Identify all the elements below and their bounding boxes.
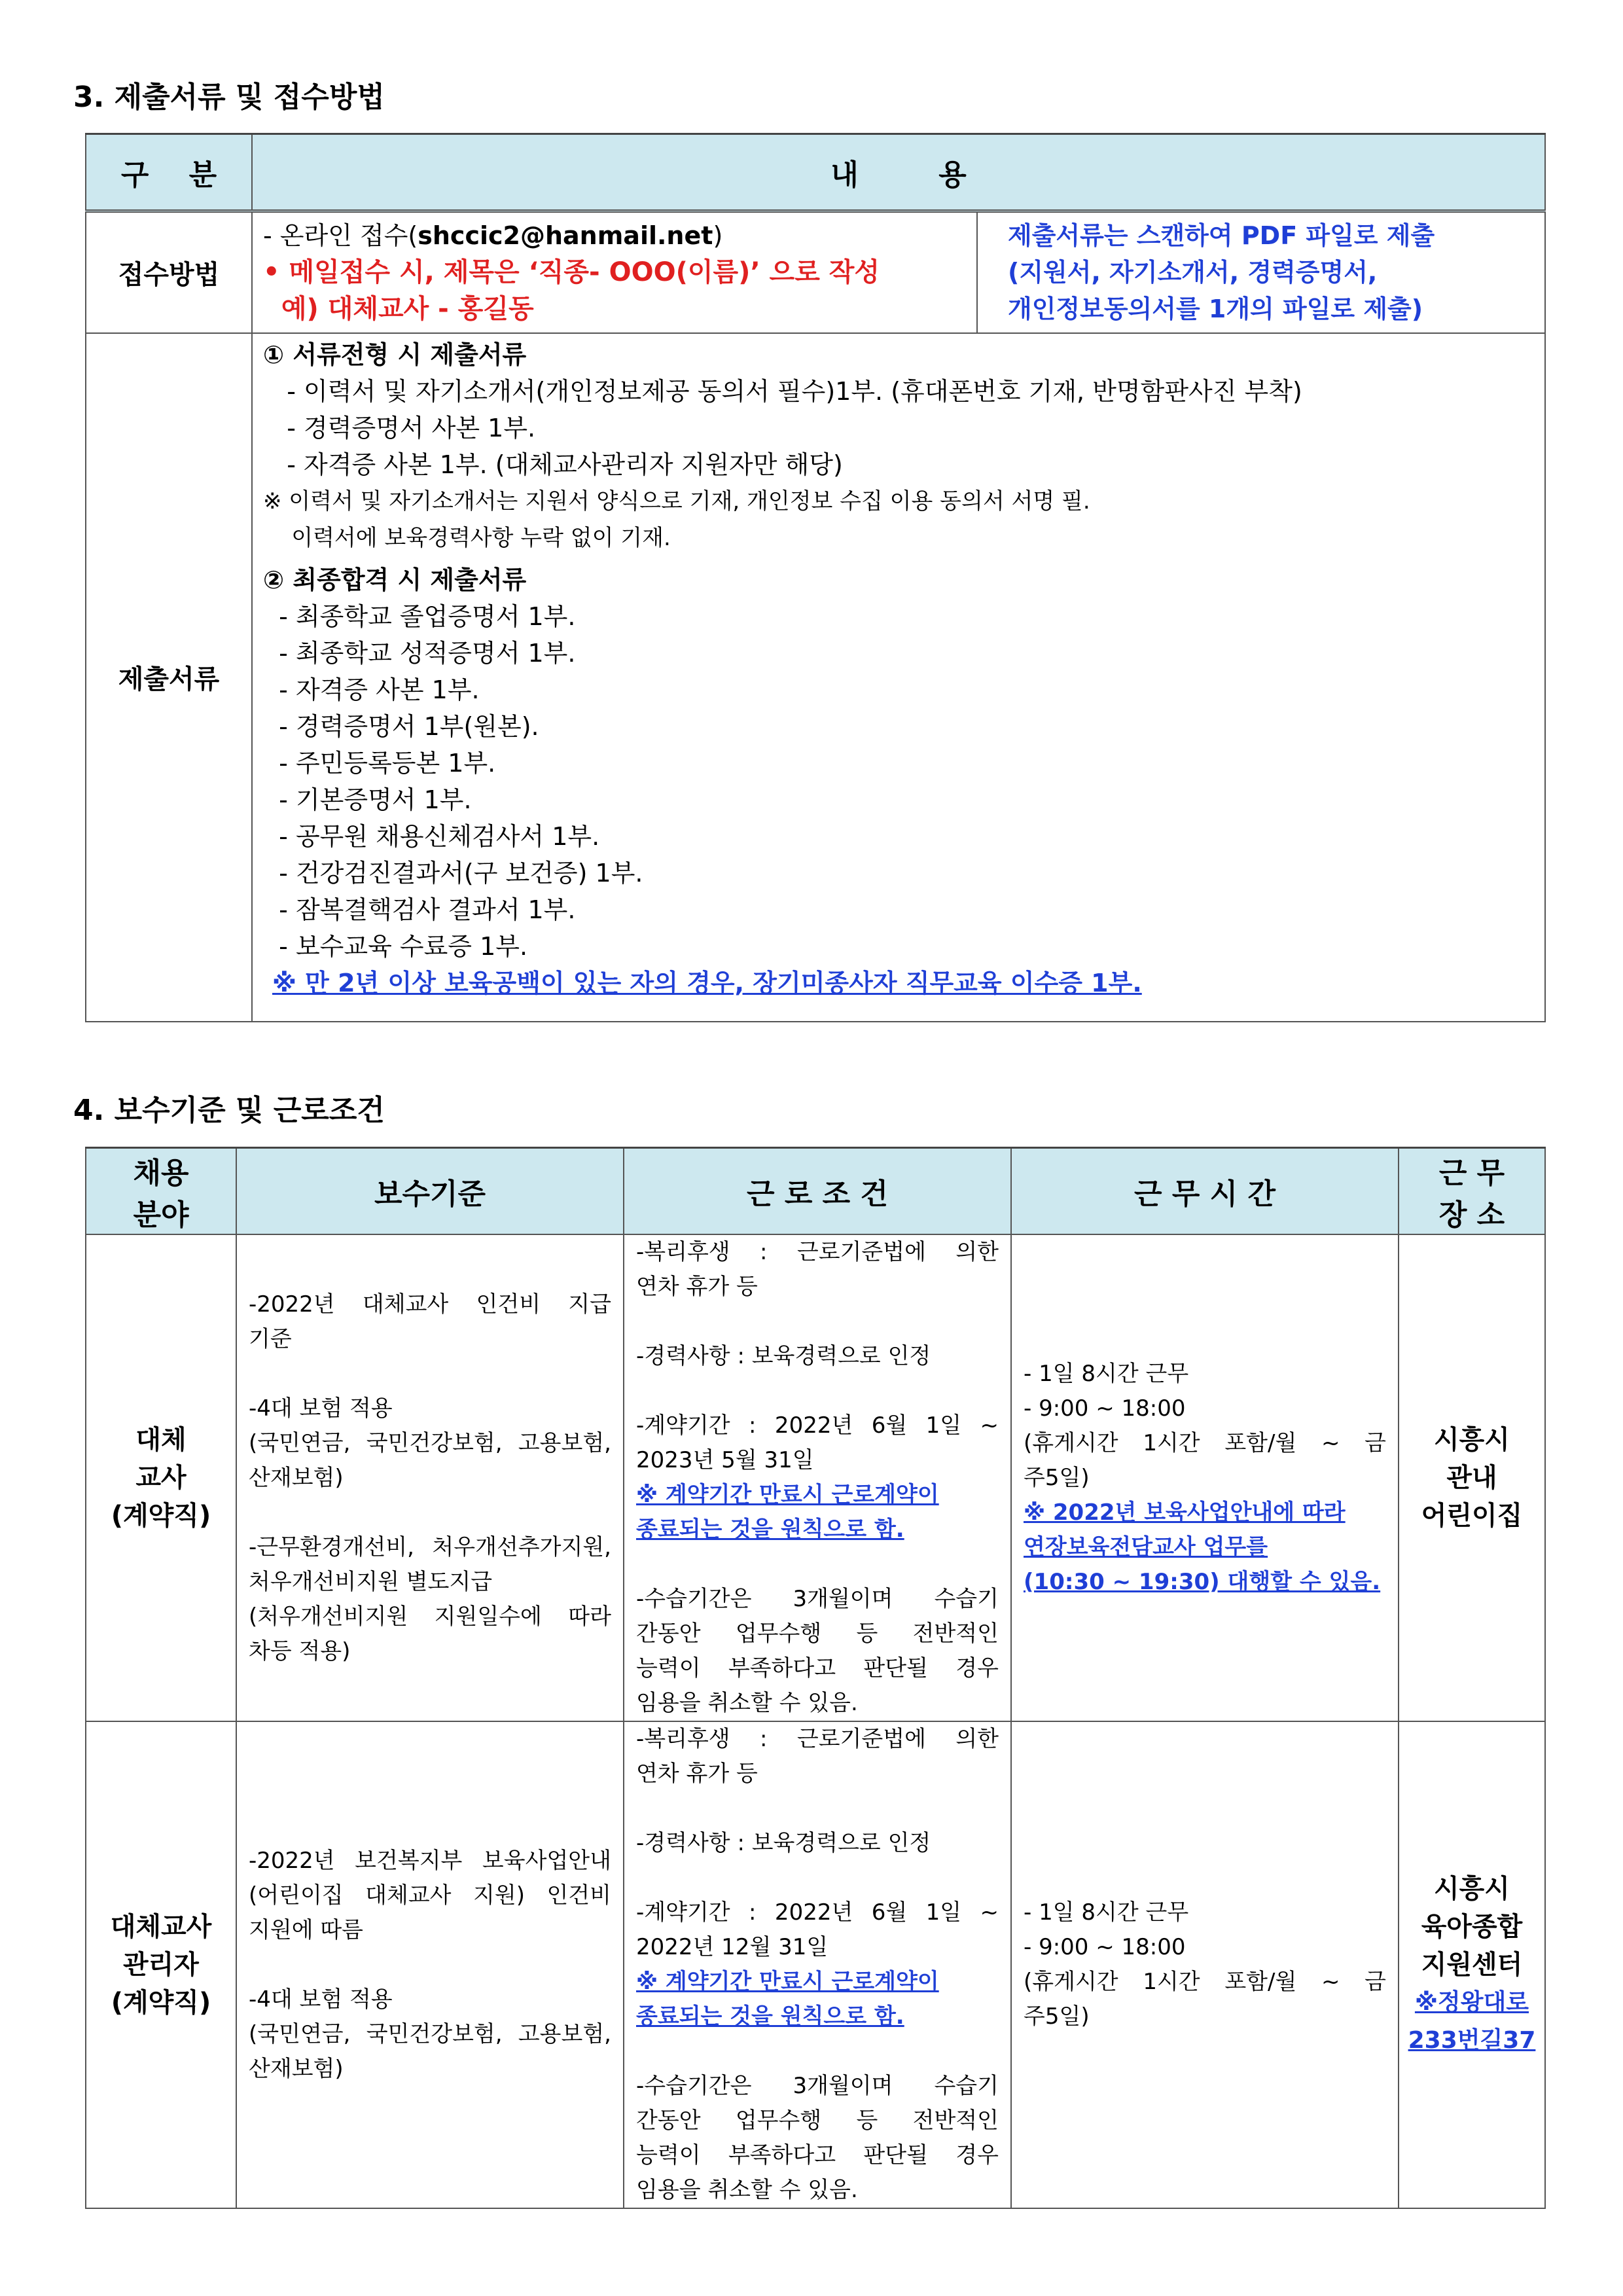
second-item: - 최종학교 성적증명서 1부. [263, 638, 576, 668]
first-item: - 이력서 및 자기소개서(개인정보제공 동의서 필수)1부. (휴대폰번호 기재, 반명함판사진 부착) [263, 376, 1302, 406]
section4-title: 4. 보수기준 및 근로조건 [73, 1094, 385, 1127]
pay-standard: -2022년 보건복지부 보육사업안내 (어린이집 대체교사 지원) 인건비 지원에 따름 -4대 보험 적용 (국민연금, 국민건강보험, 고용보험, 산재보험) [236, 1721, 624, 2208]
pay-standard: -2022년 대체교사 인건비 지급 기준 -4대 보험 적용 (국민연금, 국민건강보험, 고용보험, 산재보험) -근무환경개선비, 처우개선추가지원, 처우개선비지원 별도지급 (처우개선비지원 지원일수에 따라 차등 적용) [236, 1234, 624, 1721]
header-category: 구 분 [86, 134, 252, 211]
first-item: - 자격증 사본 1부. (대체교사관리자 지원자만 해당) [263, 450, 843, 479]
email-link[interactable]: shccic2@hanmail.net [418, 221, 713, 251]
work-place: 시흥시 육아종합 지원센터 ※정왕대로 233번길37 [1399, 1721, 1545, 2208]
header-hours: 근 무 시 간 [1011, 1148, 1399, 1235]
header-pay: 보수기준 [236, 1148, 624, 1235]
pdf-note-2: (지원서, 자기소개서, 경력증명서, [1008, 258, 1378, 287]
work-place: 시흥시 관내 어린이집 [1399, 1234, 1545, 1721]
submission-table [85, 133, 1546, 1022]
address-note: 233번길37 [1408, 2027, 1536, 2054]
header-content: 내 용 [252, 134, 1545, 211]
section3-title: 3. 제출서류 및 접수방법 [73, 81, 385, 114]
address-note: ※정왕대로 [1414, 1989, 1529, 2016]
remark-1: ※ 이력서 및 자기소개서는 지원서 양식으로 기재, 개인정보 수집 이용 동의서 서명 필. [263, 488, 1090, 514]
second-item: - 잠복결핵검사 결과서 1부. [263, 895, 576, 924]
email-subject-example: 예) 대체교사 - 홍길동 [263, 294, 534, 325]
field-substitute-teacher: 대체 교사 (계약직) [86, 1234, 236, 1721]
header-conditions: 근 로 조 건 [624, 1148, 1011, 1235]
second-item: - 건강검진결과서(구 보건증) 1부. [263, 858, 643, 888]
work-hours: - 1일 8시간 근무 - 9:00 ~ 18:00 (휴게시간 1시간 포함/월 ~ 금 주5일) ※ 2022년 보육사업안내에 따라 연장보육전담교사 업무를 (10:30 ~ 19:30) 대행할 수 있음. [1011, 1234, 1399, 1721]
remark-2: 이력서에 보육경력사항 누락 없이 기재. [263, 524, 671, 551]
table-row [86, 1234, 1545, 1721]
pay-conditions-table [85, 1147, 1546, 2209]
work-hours: - 1일 8시간 근무 - 9:00 ~ 18:00 (휴게시간 1시간 포함/월 ~ 금 주5일) [1011, 1721, 1399, 2208]
second-item: - 최종학교 졸업증명서 1부. [263, 601, 576, 631]
second-item: - 자격증 사본 1부. [263, 675, 480, 704]
second-item: - 기본증명서 1부. [263, 785, 472, 814]
method-note-cell [977, 211, 1545, 333]
long-gap-note: ※ 만 2년 이상 보육공백이 있는 자의 경우, 장기미종사자 직무교육 이수증 1부. [272, 968, 1142, 997]
work-conditions: -복리후생 : 근로기준법에 의한 연차 휴가 등 -경력사항 : 보육경력으로 인정 -계약기간 : 2022년 6월 1일 ~ 2023년 5월 31일 ※ 계약기간 만료시 근로계약이 종료되는 것을 원칙으로 함. -수습기간은 3개월이며 수습기 간동안 업무수행 등 전반적인 능력이 부족하다고 판단될 경우 임용을 취소할 수 있음. [624, 1234, 1011, 1721]
online-line: - 온라인 접수(shccic2@hanmail.net) [263, 221, 723, 251]
second-item: - 공무원 채용신체검사서 1부. [263, 821, 600, 851]
pdf-note-1: 제출서류는 스캔하여 PDF 파일로 제출 [1008, 221, 1435, 251]
second-item: - 경력증명서 1부(원본). [263, 711, 539, 741]
second-item: - 주민등록등본 1부. [263, 748, 496, 778]
pdf-note-3: 개인정보동의서를 1개의 파일로 제출) [1008, 295, 1423, 324]
work-conditions: -복리후생 : 근로기준법에 의한 연차 휴가 등 -경력사항 : 보육경력으로 인정 -계약기간 : 2022년 6월 1일 ~ 2022년 12월 31일 ※ 계약기간 만료시 근로계약이 종료되는 것을 원칙으로 함. -수습기간은 3개월이며 수습기 간동안 업무수행 등 전반적인 능력이 부족하다고 판단될 경우 임용을 취소할 수 있음. [624, 1721, 1011, 2208]
method-cell [252, 211, 977, 333]
method-label: 접수방법 [86, 211, 252, 333]
field-substitute-manager: 대체교사 관리자 (계약직) [86, 1721, 236, 2208]
email-subject-rule: • 메일접수 시, 제목은 ‘직종- OOO(이름)’ 으로 작성 [263, 257, 880, 288]
second-item: - 보수교육 수료증 1부. [263, 931, 528, 961]
header-field: 채용 분야 [86, 1148, 236, 1235]
second-stage-heading: ② 최종합격 시 제출서류 [263, 565, 527, 594]
docs-cell [252, 333, 1545, 1022]
header-place: 근 무 장 소 [1399, 1148, 1545, 1235]
table-row [86, 1721, 1545, 2208]
docs-label: 제출서류 [86, 333, 252, 1022]
first-item: - 경력증명서 사본 1부. [263, 413, 536, 442]
first-stage-heading: ① 서류전형 시 제출서류 [263, 340, 527, 369]
